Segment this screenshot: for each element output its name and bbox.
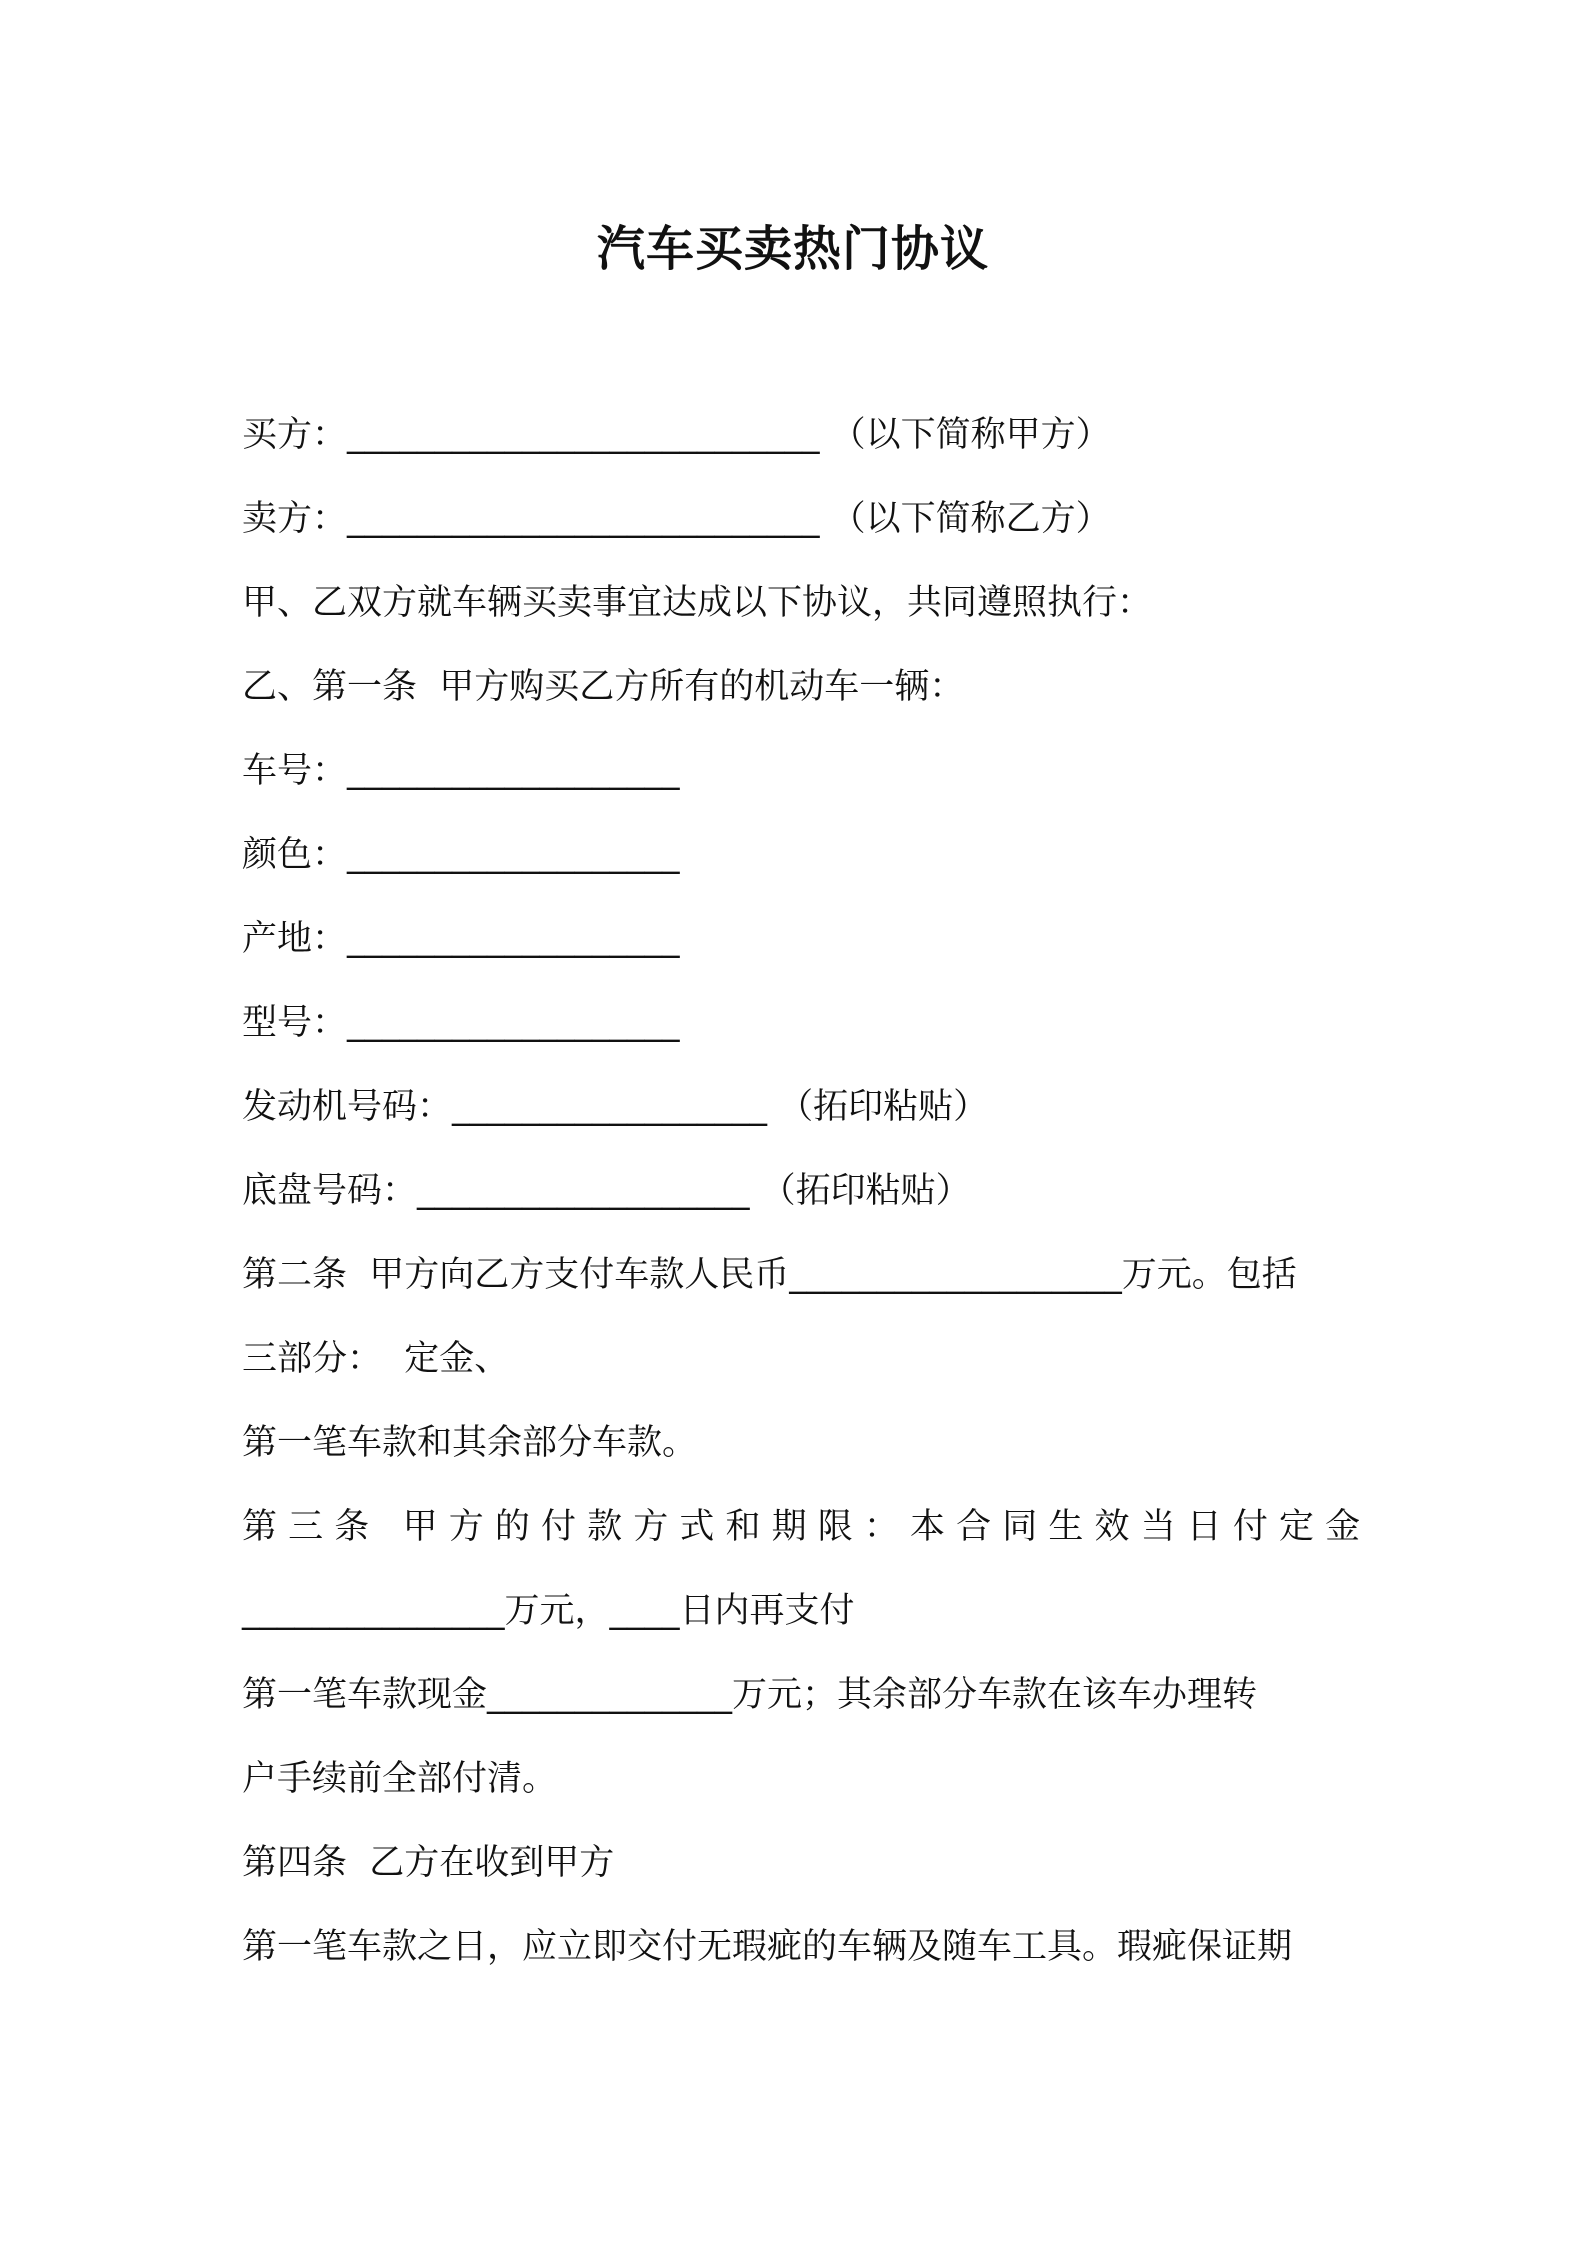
document-title: 汽车买卖热门协议 <box>596 221 989 277</box>
plate-number-line: 车号：___________________ <box>242 751 680 791</box>
article-4-heading: 第四条 乙方在收到甲方 <box>242 1843 615 1883</box>
deposit-line: _______________万元，____日内再支付 <box>242 1591 855 1631</box>
article-4-delivery-line: 第一笔车款之日，应立即交付无瑕疵的车辆及随车工具。瑕疵保证期 <box>242 1927 1293 1967</box>
article-2-continued: 三部分： 定金、 <box>242 1339 510 1379</box>
article-1-heading: 乙、第一条 甲方购买乙方所有的机动车一辆： <box>242 667 965 707</box>
article-3-line: 第 三 条 甲 方 的 付 款 方 式 和 期 限 ： 本 合 同 生 效 当 日 付 定 金 <box>242 1507 1361 1547</box>
agreement-intro: 甲、乙双方就车辆买卖事宜达成以下协议，共同遵照执行： <box>242 583 1153 623</box>
engine-number-line: 发动机号码：__________________ （拓印粘贴） <box>242 1087 989 1127</box>
transfer-payment-line: 户手续前全部付清。 <box>242 1759 558 1799</box>
color-line: 颜色：___________________ <box>242 835 680 875</box>
article-2-line: 第二条 甲方向乙方支付车款人民币___________________万元。包括 <box>242 1255 1297 1295</box>
buyer-line: 买方：___________________________ （以下简称甲方） <box>242 415 1111 455</box>
origin-line: 产地：___________________ <box>242 919 680 959</box>
first-payment-line: 第一笔车款现金______________万元；其余部分车款在该车办理转 <box>242 1675 1258 1715</box>
seller-line: 卖方：___________________________ （以下简称乙方） <box>242 499 1111 539</box>
model-line: 型号：___________________ <box>242 1003 680 1043</box>
chassis-number-line: 底盘号码：___________________ （拓印粘贴） <box>242 1171 971 1211</box>
article-2-payment-parts: 第一笔车款和其余部分车款。 <box>242 1423 698 1463</box>
